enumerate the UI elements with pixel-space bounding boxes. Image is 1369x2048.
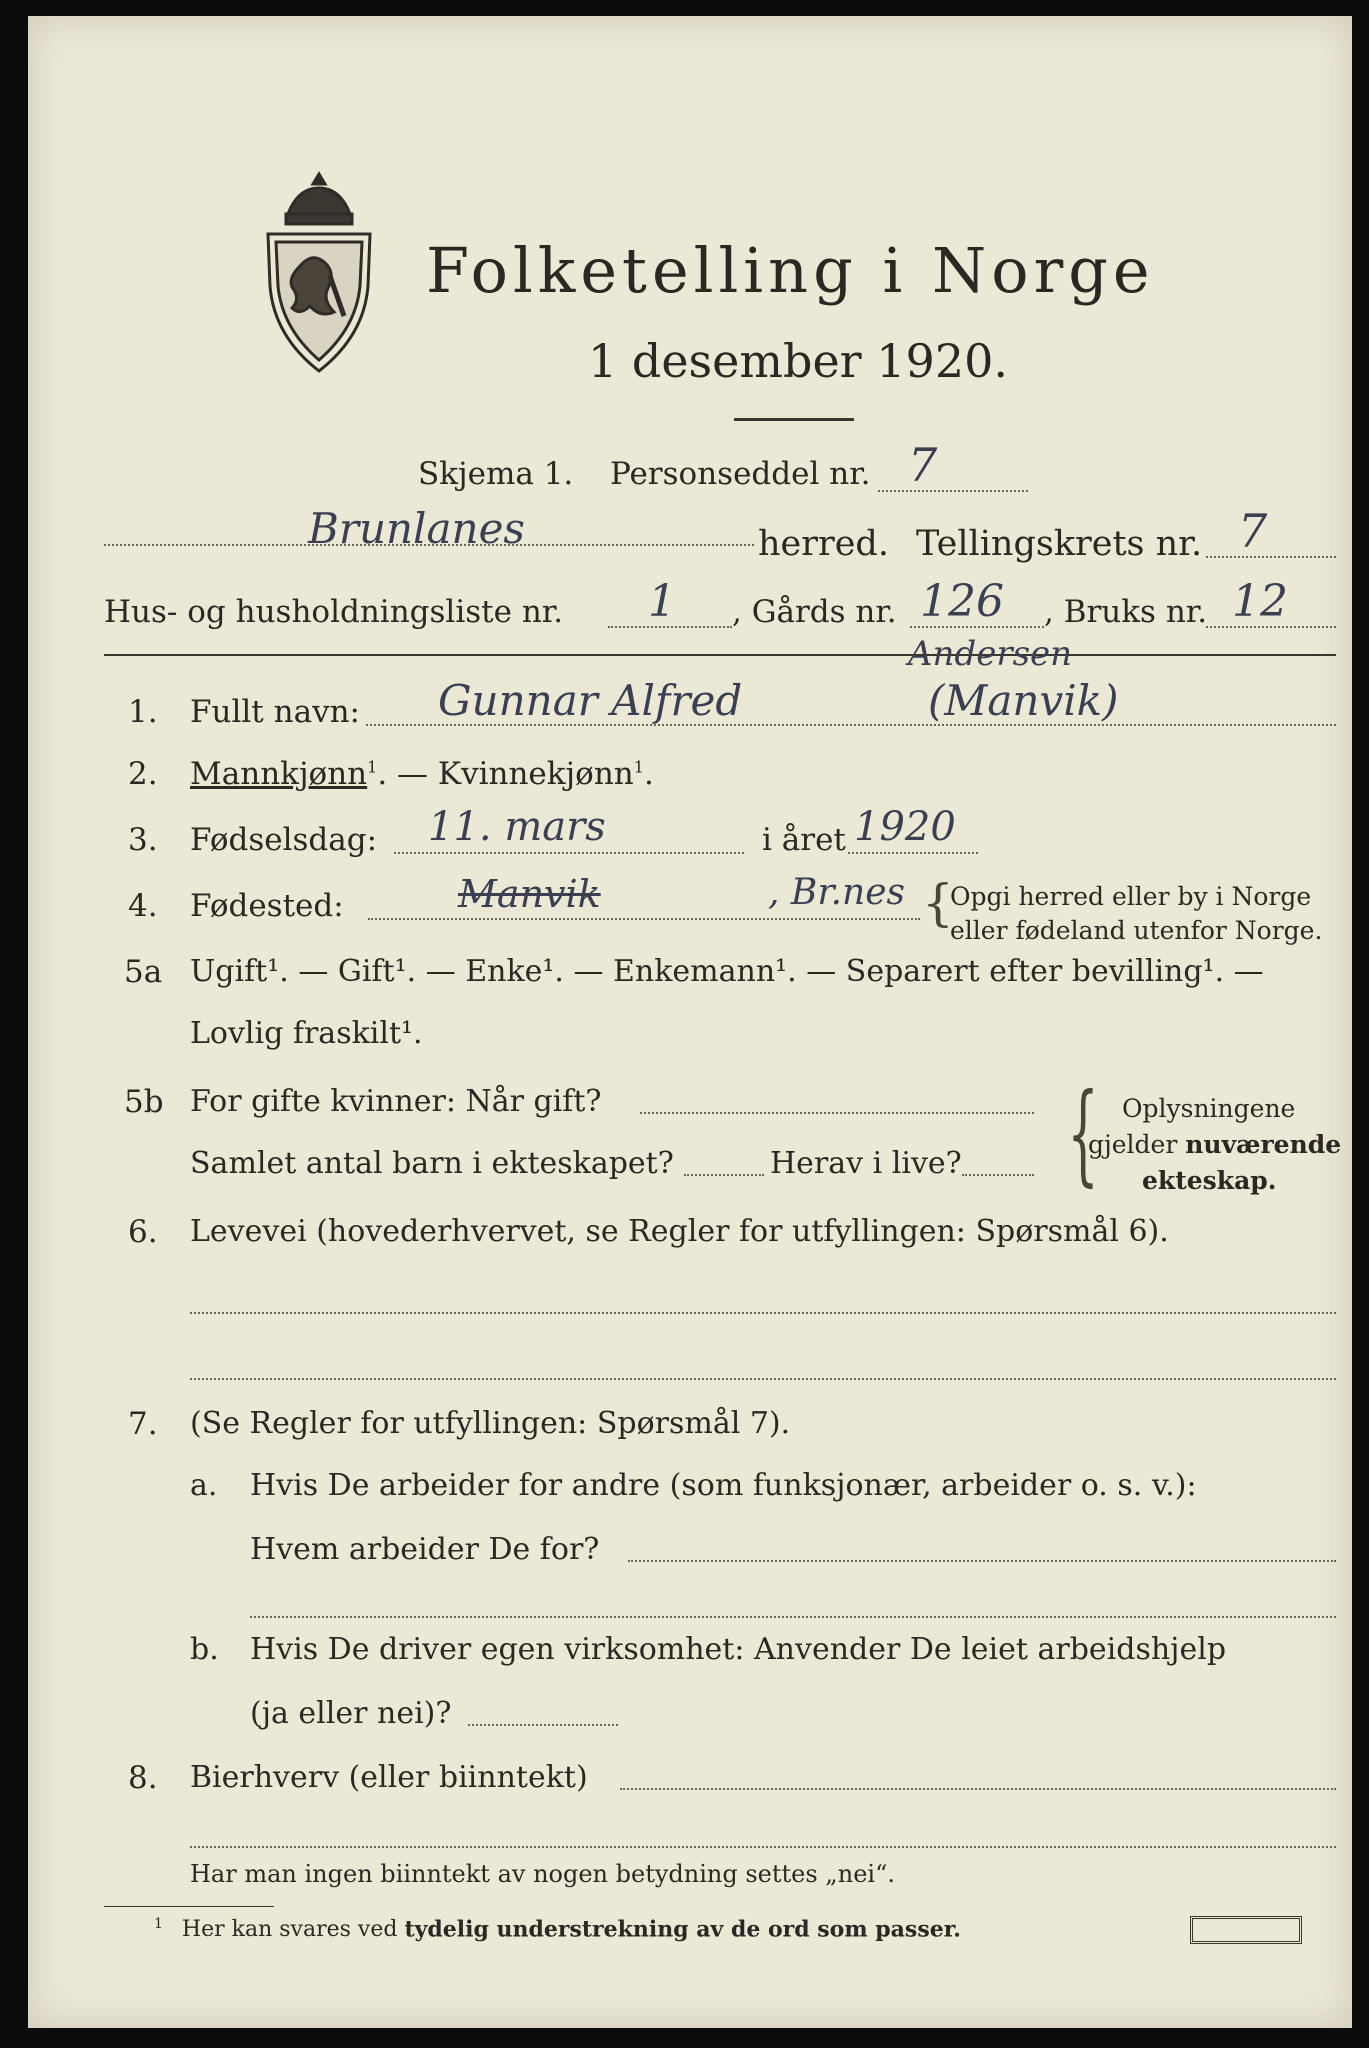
q3-line	[394, 852, 744, 854]
q1-value[interactable]: Gunnar Alfred	[438, 676, 743, 725]
census-date: 1 desember 1920.	[588, 334, 1008, 388]
census-form	[28, 16, 1352, 2028]
q5b-when-line	[640, 1112, 1034, 1114]
q7a-line-1: Hvis De arbeider for andre (som funksjonær, arbeider o. s. v.):	[250, 1468, 1197, 1503]
q5b-brace: {	[1067, 1069, 1099, 1197]
q7b-line-2: (ja eller nei)?	[250, 1696, 452, 1731]
q5a-number: 5a	[124, 954, 163, 990]
footer-note: Har man ingen biinntekt av nogen betydning settes „nei“.	[190, 1860, 895, 1888]
q7a-answer-line-2	[250, 1616, 1336, 1618]
bruks-label: , Bruks nr.	[1044, 594, 1208, 630]
footnote-text-b: tydelig understrekning av de ord som passer.	[404, 1916, 961, 1943]
q1-label: Fullt navn:	[190, 694, 360, 730]
footnote	[154, 1916, 961, 1942]
herred-value[interactable]: Brunlanes	[308, 504, 525, 553]
q7-label: (Se Regler for utfyllingen: Spørsmål 7).	[190, 1406, 791, 1441]
q5a-line-1: Ugift¹. — Gift¹. — Enke¹. — Enkemann¹. — Separert efter bevilling¹. —	[190, 954, 1264, 989]
q2-male-sup: 1	[367, 757, 378, 777]
q4-number: 4.	[128, 888, 158, 924]
q4-label: Fødested:	[190, 888, 344, 924]
q1-number: 1.	[128, 694, 158, 730]
q2-end: .	[643, 756, 654, 792]
q4-note-1: Opgi herred eller by i Norge	[950, 882, 1312, 911]
q5b-line-2a: Samlet antal barn i ekteskapet?	[190, 1146, 674, 1181]
hus-value[interactable]: 1	[648, 576, 676, 627]
q5a-line-2: Lovlig fraskilt¹.	[190, 1016, 423, 1051]
q2-female[interactable]: Kvinnekjønn	[437, 756, 634, 792]
q6-number: 6.	[128, 1214, 158, 1250]
q2-options	[190, 756, 654, 792]
q2-male[interactable]: Mannkjønn	[190, 756, 368, 792]
gards-label: , Gårds nr.	[732, 594, 897, 630]
q5b-note-2b: nuværende	[1185, 1130, 1342, 1159]
q7a-letter: a.	[190, 1468, 218, 1503]
skjema-label: Skjema 1.	[418, 456, 574, 492]
q8-answer-line-2	[190, 1846, 1336, 1848]
q4-value-struck[interactable]: Manvik	[458, 872, 601, 916]
personseddel-label: Personseddel nr.	[610, 456, 871, 492]
q6-answer-line-1	[190, 1312, 1336, 1314]
bruks-value[interactable]: 12	[1232, 576, 1288, 627]
q4-value[interactable]: , Br.nes	[768, 872, 906, 913]
gards-value[interactable]: 126	[920, 576, 1004, 627]
q5b-line-2b: Herav i live?	[770, 1146, 962, 1181]
personseddel-value[interactable]: 7	[908, 438, 938, 492]
printer-stamp-icon	[1190, 1916, 1302, 1944]
q8-number: 8.	[128, 1760, 158, 1796]
hus-label: Hus- og husholdningsliste nr.	[104, 594, 564, 630]
herred-label: herred.	[758, 524, 889, 564]
q7a-answer-line-1	[628, 1560, 1336, 1562]
tellingskrets-value[interactable]: 7	[1238, 504, 1268, 558]
coat-of-arms-icon	[260, 166, 378, 376]
q8-answer-line-1	[620, 1788, 1336, 1790]
q3-label: Fødselsdag:	[190, 822, 378, 858]
footnote-text-a: Her kan svares ved	[181, 1917, 405, 1943]
q5b-note-2a: gjelder	[1088, 1130, 1186, 1159]
q5b-line-1: For gifte kvinner: Når gift?	[190, 1084, 602, 1119]
q7a-line-2: Hvem arbeider De for?	[250, 1532, 600, 1567]
q5b-children-line	[684, 1174, 764, 1176]
q3-number: 3.	[128, 822, 158, 858]
q7-number: 7.	[128, 1406, 158, 1442]
footnote-mark: 1	[154, 1916, 163, 1932]
q3-year-value[interactable]: 1920	[854, 804, 956, 850]
q1-value-above[interactable]: Andersen	[908, 634, 1073, 674]
q5b-number: 5b	[124, 1084, 164, 1120]
q8-label: Bierhverv (eller biinntekt)	[190, 1760, 588, 1795]
q5b-note-1: Oplysningene	[1122, 1094, 1296, 1123]
q5b-note-3: ekteskap.	[1142, 1166, 1277, 1195]
q5b-note-2	[1088, 1130, 1341, 1159]
q5b-alive-line	[962, 1174, 1034, 1176]
q1-value-surname[interactable]: (Manvik)	[928, 676, 1119, 725]
q3-year-line	[848, 852, 978, 854]
q6-answer-line-2	[190, 1378, 1336, 1380]
q2-number: 2.	[128, 756, 158, 792]
header-divider	[104, 654, 1336, 656]
q7b-letter: b.	[190, 1632, 219, 1667]
q4-note-2: eller fødeland utenfor Norge.	[950, 916, 1323, 945]
title-divider	[734, 418, 854, 421]
q7b-answer-line	[468, 1724, 618, 1726]
q4-line	[368, 918, 920, 920]
q2-female-sup: 1	[633, 757, 644, 777]
tellingskrets-line	[1206, 556, 1336, 558]
form-title: Folketelling i Norge	[426, 234, 1155, 307]
tellingskrets-label: Tellingskrets nr.	[916, 524, 1203, 564]
q2-separator: . —	[377, 756, 438, 792]
q4-brace: {	[922, 874, 954, 932]
q3-year-label: i året	[762, 822, 846, 858]
personseddel-line	[878, 490, 1028, 492]
q6-label: Levevei (hovederhvervet, se Regler for utfyllingen: Spørsmål 6).	[190, 1214, 1169, 1249]
q3-value[interactable]: 11. mars	[428, 804, 606, 850]
q7b-line-1: Hvis De driver egen virksomhet: Anvender De leiet arbeidshjelp	[250, 1632, 1227, 1667]
footnote-divider	[104, 1906, 274, 1907]
